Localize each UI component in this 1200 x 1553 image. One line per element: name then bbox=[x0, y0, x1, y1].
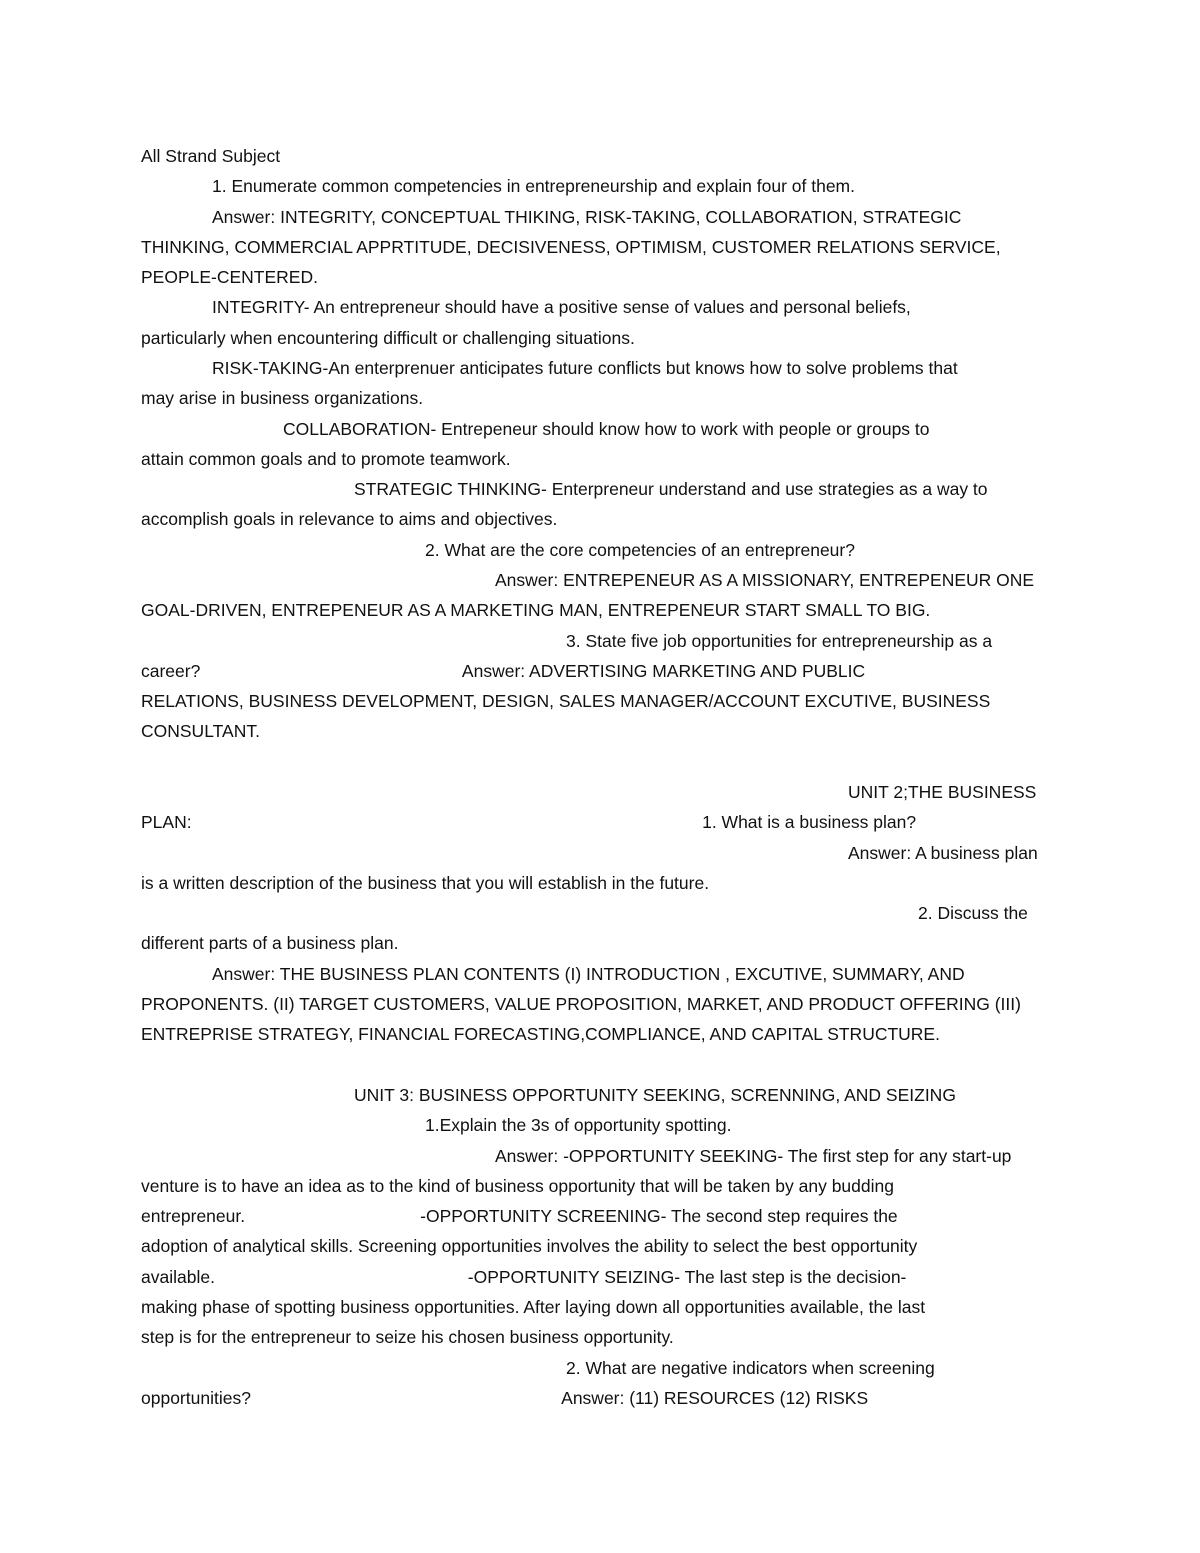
doc-line: PEOPLE-CENTERED. bbox=[141, 267, 318, 287]
doc-line: 1. Enumerate common competencies in entrepreneurship and explain four of them. bbox=[212, 176, 855, 196]
doc-line: attain common goals and to promote teamwork. bbox=[141, 449, 511, 469]
doc-line: career? Answer: ADVERTISING MARKETING AND PUBLIC bbox=[141, 661, 866, 681]
doc-line: 2. What are the core competencies of an entrepreneur? bbox=[425, 540, 855, 560]
doc-line: adoption of analytical skills. Screening opportunities involves the ability to select the best opportunity bbox=[141, 1236, 918, 1256]
doc-line: RELATIONS, BUSINESS DEVELOPMENT, DESIGN, SALES MANAGER/ACCOUNT EXCUTIVE, BUSINESS bbox=[141, 691, 991, 711]
doc-line: entrepreneur. -OPPORTUNITY SCREENING- The second step requires the bbox=[141, 1206, 898, 1226]
doc-line: INTEGRITY- An entrepreneur should have a positive sense of values and personal beliefs, bbox=[212, 297, 911, 317]
doc-heading: All Strand Subject bbox=[141, 146, 281, 166]
doc-line: COLLABORATION- Entrepeneur should know how to work with people or groups to bbox=[283, 419, 930, 439]
doc-line: Answer: A business plan bbox=[848, 843, 1038, 863]
doc-line: STRATEGIC THINKING- Enterpreneur understand and use strategies as a way to bbox=[354, 479, 988, 499]
doc-line: may arise in business organizations. bbox=[141, 388, 424, 408]
doc-line: 2. What are negative indicators when screening bbox=[566, 1358, 935, 1378]
doc-line: 1.Explain the 3s of opportunity spotting. bbox=[425, 1115, 732, 1135]
doc-line: Answer: INTEGRITY, CONCEPTUAL THIKING, RISK-TAKING, COLLABORATION, STRATEGIC bbox=[212, 207, 962, 227]
doc-line: available. -OPPORTUNITY SEIZING- The last step is the decision- bbox=[141, 1267, 907, 1287]
doc-line: PROPONENTS. (II) TARGET CUSTOMERS, VALUE PROPOSITION, MARKET, AND PRODUCT OFFERING (III) bbox=[141, 994, 1021, 1014]
doc-line: is a written description of the business that you will establish in the future. bbox=[141, 873, 710, 893]
doc-line: 3. State five job opportunities for entrepreneurship as a bbox=[566, 631, 993, 651]
doc-line: CONSULTANT. bbox=[141, 721, 260, 741]
doc-line: Answer: -OPPORTUNITY SEEKING- The first step for any start-up bbox=[495, 1146, 1012, 1166]
doc-line: Answer: THE BUSINESS PLAN CONTENTS (I) INTRODUCTION , EXCUTIVE, SUMMARY, AND bbox=[212, 964, 965, 984]
doc-line: accomplish goals in relevance to aims and objectives. bbox=[141, 509, 558, 529]
doc-line: making phase of spotting business opportunities. After laying down all opportunities available, the last bbox=[141, 1297, 926, 1317]
doc-line: GOAL-DRIVEN, ENTREPENEUR AS A MARKETING MAN, ENTREPENEUR START SMALL TO BIG. bbox=[141, 600, 931, 620]
doc-line: THINKING, COMMERCIAL APPRTITUDE, DECISIVENESS, OPTIMISM, CUSTOMER RELATIONS SERVICE, bbox=[141, 237, 1001, 257]
doc-line: ENTREPRISE STRATEGY, FINANCIAL FORECASTING,COMPLIANCE, AND CAPITAL STRUCTURE. bbox=[141, 1024, 940, 1044]
unit-heading: UNIT 3: BUSINESS OPPORTUNITY SEEKING, SCRENNING, AND SEIZING bbox=[354, 1085, 956, 1105]
doc-line: venture is to have an idea as to the kind of business opportunity that will be taken by any budding bbox=[141, 1176, 894, 1196]
doc-line: 2. Discuss the bbox=[918, 903, 1028, 923]
doc-line: PLAN: 1. What is a business plan? bbox=[141, 812, 917, 832]
doc-line: opportunities? Answer: (11) RESOURCES (12) RISKS bbox=[141, 1388, 869, 1408]
unit-heading: UNIT 2;THE BUSINESS bbox=[848, 782, 1037, 802]
doc-line: Answer: ENTREPENEUR AS A MISSIONARY, ENTREPENEUR ONE bbox=[495, 570, 1035, 590]
doc-line: different parts of a business plan. bbox=[141, 933, 399, 953]
doc-line: step is for the entrepreneur to seize his chosen business opportunity. bbox=[141, 1327, 674, 1347]
doc-line: particularly when encountering difficult or challenging situations. bbox=[141, 328, 635, 348]
doc-line: RISK-TAKING-An enterprenuer anticipates future conflicts but knows how to solve problems that bbox=[212, 358, 958, 378]
